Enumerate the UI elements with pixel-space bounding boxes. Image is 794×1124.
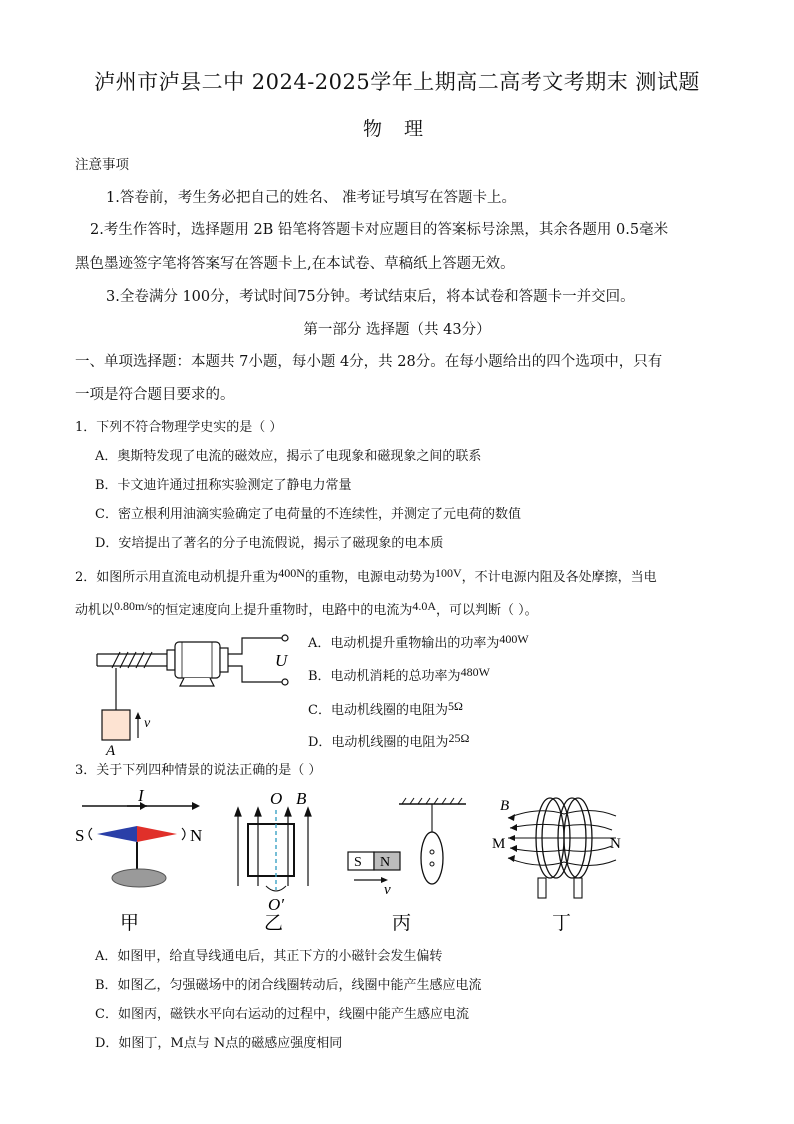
q2-stem-line1: 2．如图所示用直流电动机提升重为400N的重物，电源电动势为100V，不计电源内阻及各处摩擦，当电: [75, 566, 657, 585]
axis-o-label: O: [270, 789, 283, 808]
q3-option-a: A．如图甲，给直导线通电后，其正下方的小磁针会发生偏转: [95, 949, 443, 964]
motor-figure: [92, 628, 302, 758]
q2-option-d: D．电动机线圈的电阻为25Ω: [308, 731, 470, 750]
q1-option-c: C．密立根利用油滴实验确定了电荷量的不连续性，并测定了元电荷的数值: [95, 507, 521, 522]
q3-option-d: D．如图丁，M点与 N点的磁感应强度相同: [95, 1036, 343, 1051]
needle-stand-base: [112, 869, 166, 887]
caption-yi: 乙: [264, 913, 284, 934]
magnet-n-label: N: [380, 855, 391, 870]
notice-heading: 注意事项: [75, 157, 129, 173]
notice-item-2-line1: 2.考生作答时，选择题用 2B 铅笔将答题卡对应题目的答案标号涂黑，其余各题用 0.5毫米: [90, 222, 669, 238]
q2-option-b: B．电动机消耗的总功率为480W: [308, 665, 490, 684]
hanging-ring: [421, 832, 443, 884]
axis-o2-label: O′: [268, 895, 284, 914]
point-m-label: M: [492, 836, 506, 852]
notice-item-2-line2: 黑色墨迹签字笔将答案写在答题卡上,在本试卷、草稿纸上答题无效。: [75, 256, 515, 272]
q1-option-b: B．卡文迪许通过扭称实验测定了静电力常量: [95, 478, 352, 493]
q2-stem-line2: 动机以0.80m/s的恒定速度向上提升重物时，电路中的电流为4.0A，可以判断（ ）。: [75, 599, 538, 618]
notice-item-3: 3.全卷满分 100分，考试时间75分钟。考试结束后，将本试卷和答题卡一并交回。: [106, 289, 635, 305]
part1-heading: 第一部分 选择题（共 43分）: [303, 322, 491, 338]
needle-s-label: S: [75, 826, 85, 845]
weight-block: [102, 710, 130, 740]
q1-option-a: A．奥斯特发现了电流的磁效应，揭示了电现象和磁现象之间的联系: [95, 449, 482, 464]
figure-jia: [72, 786, 222, 936]
magnet-s-label: S: [354, 855, 362, 870]
subject-title: 物 理: [362, 118, 432, 140]
notice-item-1: 1.答卷前，考生务必把自己的姓名、 准考证号填写在答题卡上。: [106, 190, 516, 206]
terminal-bottom: [282, 679, 288, 685]
figure-ding: [488, 788, 638, 936]
q3-option-c: C．如图丙，磁铁水平向右运动的过程中，线圈中能产生感应电流: [95, 1007, 469, 1022]
section-intro-line1: 一、单项选择题：本题共 7小题，每小题 4分，共 28分。在每小题给出的四个选项中，只有: [75, 354, 663, 370]
block-label: A: [106, 743, 116, 758]
section-intro-line2: 一项是符合题目要求的。: [75, 387, 235, 403]
current-label: I: [138, 786, 144, 805]
q1-stem: 1．下列不符合物理学史实的是（ ）: [75, 420, 283, 435]
q2-speed: 0.80m/s: [114, 599, 153, 613]
caption-bing: 丙: [392, 913, 412, 934]
motor-base: [180, 678, 214, 686]
q2-option-c: C．电动机线圈的电阻为5Ω: [308, 699, 463, 718]
q2-weight: 400N: [278, 566, 305, 580]
field-lines: [235, 808, 311, 886]
magnet-v-label: v: [384, 882, 391, 898]
terminal-top: [282, 635, 288, 641]
needle-north: [137, 826, 177, 842]
voltage-label: U: [275, 651, 288, 670]
figure-yi: [228, 786, 338, 936]
q2-option-a: A．电动机提升重物输出的功率为400W: [308, 632, 529, 651]
figure-bing: [344, 796, 474, 936]
field-b-label: B: [296, 789, 307, 808]
q3-option-b: B．如图乙，匀强磁场中的闭合线圈转动后，线圈中能产生感应电流: [95, 978, 482, 993]
q1-option-d: D．安培提出了著名的分子电流假说，揭示了磁现象的电本质: [95, 536, 444, 551]
caption-jia: 甲: [120, 913, 140, 934]
q2-emf: 100V: [434, 566, 462, 580]
needle-n-label: N: [190, 826, 203, 845]
q3-stem: 3．关于下列四种情景的说法正确的是（ ）: [75, 763, 322, 778]
velocity-label: v: [144, 716, 151, 731]
needle-south: [97, 826, 137, 842]
exam-title: 泸州市泸县二中 2024-2025学年上期高二高考文考期末 测试题: [94, 70, 700, 94]
caption-ding: 丁: [552, 913, 572, 934]
rotating-coil: [248, 824, 294, 876]
q2-current: 4.0A: [412, 599, 437, 613]
field-b-label-ding: B: [500, 798, 510, 814]
point-n-label: N: [610, 836, 621, 852]
